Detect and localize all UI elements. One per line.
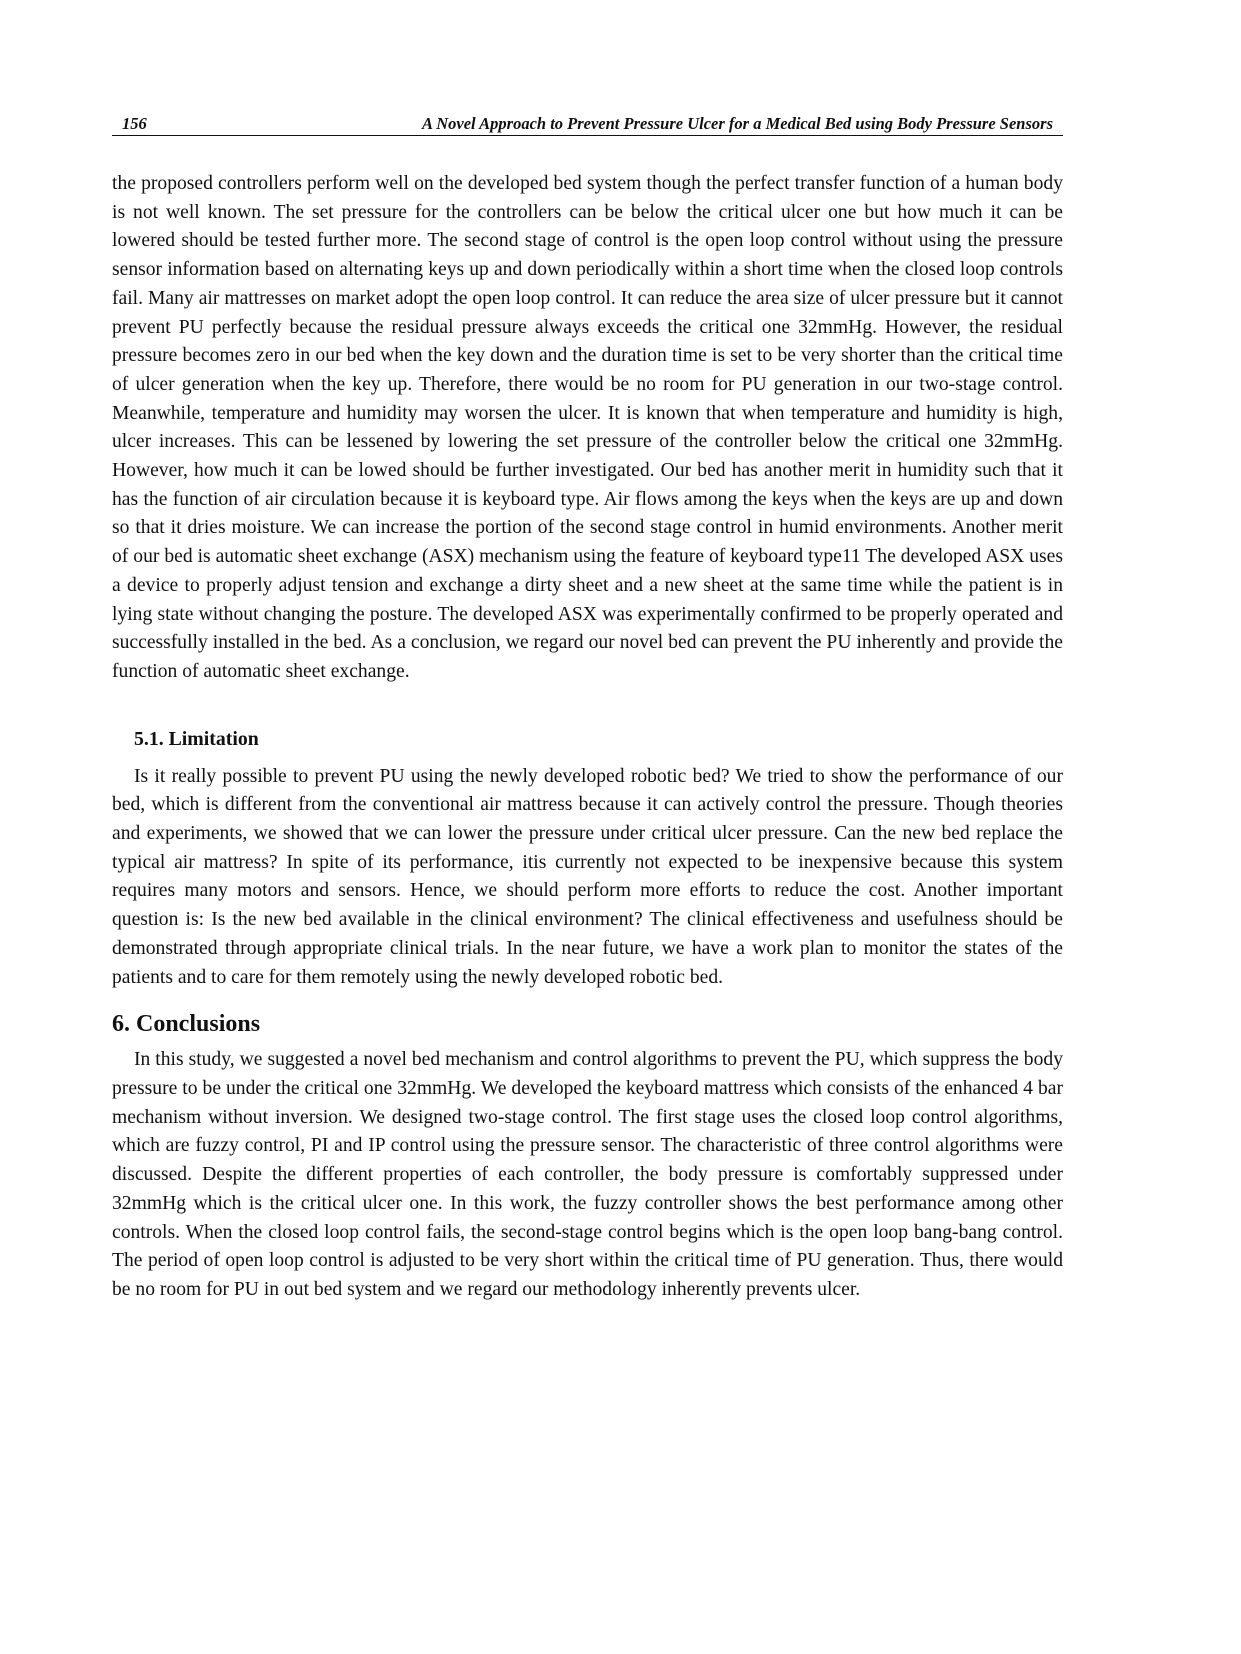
page-number: 156 bbox=[122, 114, 147, 133]
intro-paragraph: the proposed controllers perform well on the developed bed system though the perfect transfer function of a human body is not well known. The set pressure for the controllers can be below the critical ulcer one but how much it can be lowered should be tested further more. The second stage of control is the open loop control without using the pressure sensor information based on alternating keys up and down periodically within a short time when the closed loop controls fail. Many air mattresses on market adopt the open loop control. It can reduce the area size of ulcer pressure but it cannot prevent PU perfectly because the residual pressure always exceeds the critical one 32mmHg. However, the residual pressure becomes zero in our bed when the key down and the duration time is set to be very shorter than the critical time of ulcer generation when the key up. Therefore, there would be no room for PU generation in our two-stage control. Meanwhile, temperature and humidity may worsen the ulcer. It is known that when temperature and humidity is high, ulcer increases. This can be lessened by lowering the set pressure of the controller below the critical one 32mmHg. However, how much it can be lowed should be further investigated. Our bed has another merit in humidity such that it has the function of air circulation because it is keyboard type. Air flows among the keys when the keys are up and down so that it dries moisture. We can increase the portion of the second stage control in humid environments. Another merit of our bed is automatic sheet exchange (ASX) mechanism using the feature of keyboard type11 The developed ASX uses a device to properly adjust tension and exchange a dirty sheet and a new sheet at the same time while the patient is in lying state without changing the posture. The developed ASX was experimentally confirmed to be properly operated and successfully installed in the bed. As a conclusion, we regard our novel bed can prevent the PU inherently and provide the function of automatic sheet exchange. bbox=[112, 173, 1063, 682]
limitation-paragraph: Is it really possible to prevent PU using the newly developed robotic bed? We tried to show the performance of our bed, which is different from the conventional air mattress because it can actively control the pressure. Though theories and experiments, we showed that we can lower the pressure under critical ulcer pressure. Can the new bed replace the typical air mattress? In spite of its performance, itis currently not expected to be inexpensive because this system requires many motors and sensors. Hence, we should perform more efforts to reduce the cost. Another important question is: Is the new bed available in the clinical environment? The clinical effectiveness and usefulness should be demonstrated through appropriate clinical trials. In the near future, we have a work plan to monitor the states of the patients and to care for them remotely using the newly developed robotic bed. bbox=[112, 765, 1063, 988]
subsection-heading-limitation: 5.1. Limitation bbox=[134, 727, 259, 750]
conclusions-paragraph: In this study, we suggested a novel bed mechanism and control algorithms to prevent the PU, which suppress the body pressure to be under the critical one 32mmHg. We developed the keyboard mattress which consists of the enhanced 4 bar mechanism without inversion. We designed two-stage control. The first stage uses the closed loop control algorithms, which are fuzzy control, PI and IP control using the pressure sensor. The characteristic of three control algorithms were discussed. Despite the different properties of each controller, the body pressure is comfortably suppressed under 32mmHg which is the critical ulcer one. In this work, the fuzzy controller shows the best performance among other controls. When the closed loop control fails, the second-stage control begins which is the open loop bang-bang control. The period of open loop control is adjusted to be very short within the critical time of PU generation. Thus, there would be no room for PU in out bed system and we regard our methodology inherently prevents ulcer. bbox=[112, 1049, 1063, 1300]
running-title: A Novel Approach to Prevent Pressure Ulcer for a Medical Bed using Body Pressure Sensors bbox=[422, 114, 1053, 133]
section-heading-conclusions: 6. Conclusions bbox=[112, 1011, 261, 1038]
document-page bbox=[112, 112, 1063, 1305]
running-header bbox=[112, 112, 1063, 136]
